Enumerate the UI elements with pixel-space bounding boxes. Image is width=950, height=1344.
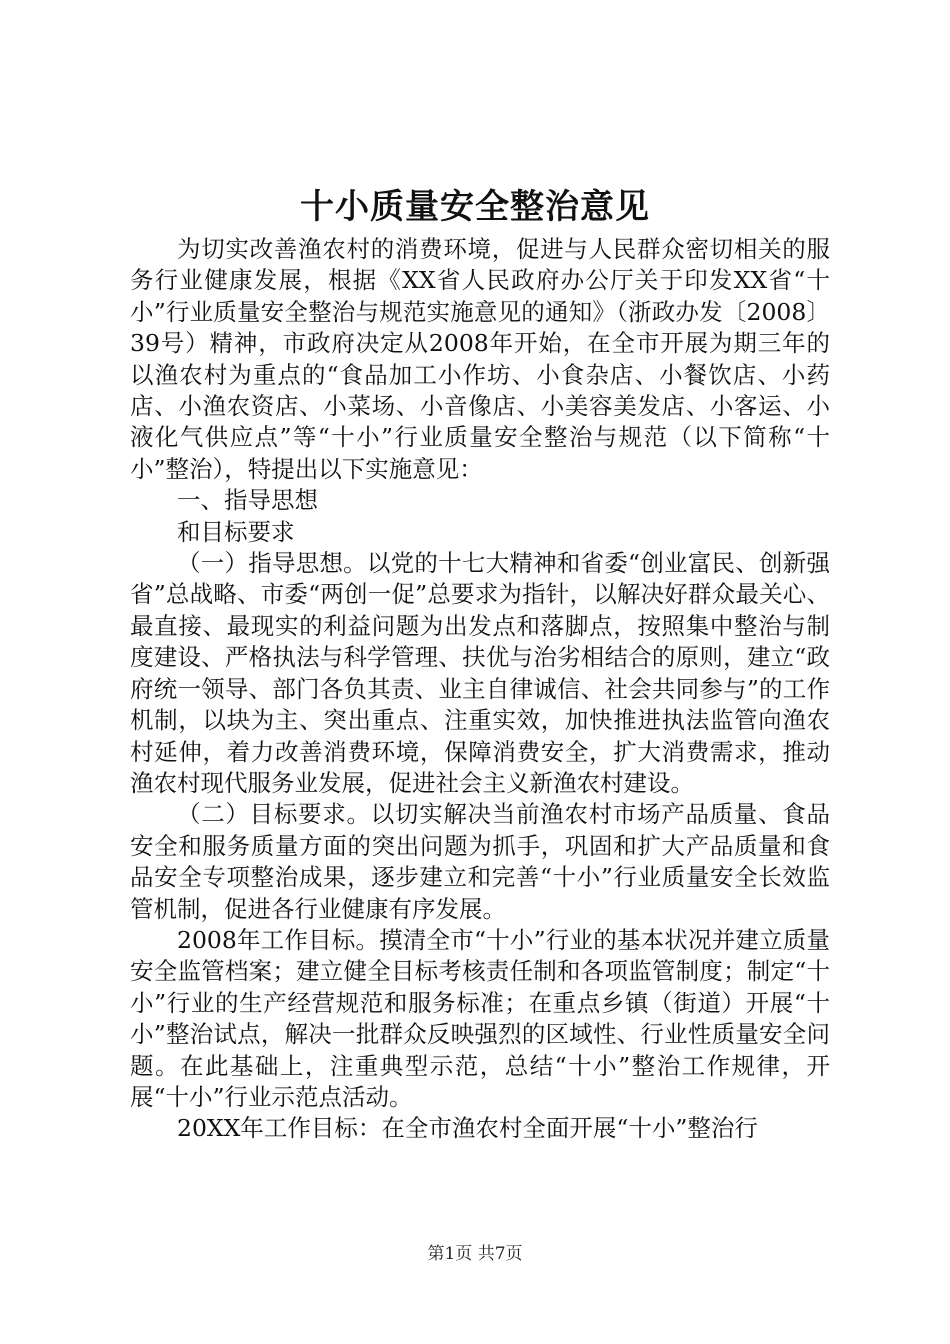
document-body [130, 234, 830, 1145]
paragraph-2008-goals: 2008年工作目标。摸清全市“十小”行业的基本状况并建立质量安全监管档案；建立健全目标考核责任制和各项监管制度；制定“十小”行业的生产经营规范和服务标准；在重点乡镇（街道）开展“十小”整治试点，解决一批群众反映强烈的区域性、行业性质量安全问题。在此基础上，注重典型示范，总结“十小”整治工作规律，开展“十小”行业示范点活动。 [130, 925, 830, 1111]
page-indicator: 第1页 共7页 [427, 1244, 523, 1264]
paragraph-intro: 为切实改善渔农村的消费环境，促进与人民群众密切相关的服务行业健康发展，根据《XX省人民政府办公厅关于印发XX省“十小”行业质量安全整治与规范实施意见的通知》（浙政办发〔2008〕39号）精神，市政府决定从2008年开始，在全市开展为期三年的以渔农村为重点的“食品加工小作坊、小食杂店、小餐饮店、小药店、小渔农资店、小菜场、小音像店、小美容美发店、小客运、小液化气供应点”等“十小”行业质量安全整治与规范（以下简称“十小”整治），特提出以下实施意见： [130, 235, 830, 483]
page-footer [0, 1242, 950, 1266]
section-heading-guiding-thought: 一、指导思想 [177, 486, 318, 515]
section-heading-goals: 和目标要求 [177, 517, 295, 546]
paragraph-20xx-goals: 20XX年工作目标：在全市渔农村全面开展“十小”整治行 [177, 1114, 758, 1143]
document-title: 十小质量安全整治意见 [300, 187, 650, 227]
paragraph-goal-requirements: （二）目标要求。以切实解决当前渔农村市场产品质量、食品安全和服务质量方面的突出问题为抓手，巩固和扩大产品质量和食品安全专项整治成果，逐步建立和完善“十小”行业质量安全长效监管机制，促进各行业健康有序发展。 [130, 800, 830, 923]
paragraph-guiding-thought: （一）指导思想。以党的十七大精神和省委“创业富民、创新强省”总战略、市委“两创一促”总要求为指针，以解决好群众最关心、最直接、最现实的利益问题为出发点和落脚点，按照集中整治与制度建设、严格执法与科学管理、扶优与治劣相结合的原则，建立“政府统一领导、部门各负其责、业主自律诚信、社会共同参与”的工作机制，以块为主、突出重点、注重实效，加快推进执法监管向渔农村延伸，着力改善消费环境，保障消费安全，扩大消费需求，推动渔农村现代服务业发展，促进社会主义新渔农村建设。 [130, 549, 830, 797]
